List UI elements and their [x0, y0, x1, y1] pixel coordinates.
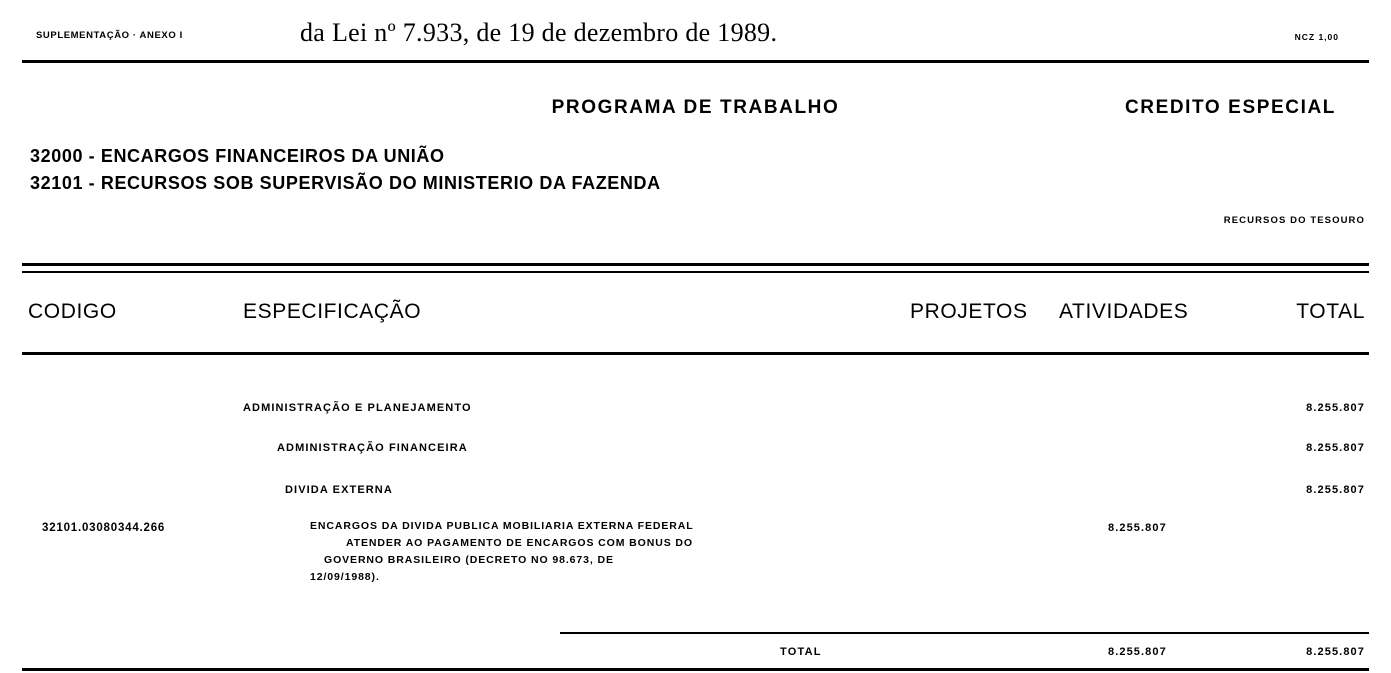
column-header-codigo: CODIGO: [28, 300, 117, 323]
org-unit-line-2: 32101 - RECURSOS SOB SUPERVISÃO DO MINISTERIO DA FAZENDA: [30, 173, 661, 193]
column-header-projetos: PROJETOS: [910, 300, 1028, 323]
table-row-total-3: 8.255.807: [1306, 484, 1365, 496]
divider-double-lower: [22, 271, 1369, 273]
header-currency-unit: NCZ 1,00: [1294, 32, 1339, 42]
entry-code: 32101.03080344.266: [42, 522, 166, 534]
entry-description-line-2: ATENDER AO PAGAMENTO DE ENCARGOS COM BONUS DO: [346, 537, 693, 549]
document-header: [30, 18, 1365, 52]
org-unit-line-1: 32000 - ENCARGOS FINANCEIROS DA UNIÃO: [30, 146, 445, 166]
header-anexo-label: SUPLEMENTAÇÃO · ANEXO I: [36, 30, 183, 41]
section-title-programa: PROGRAMA DE TRABALHO: [551, 97, 840, 118]
entry-projetos-value: 8.255.807: [1108, 522, 1167, 534]
footer-total-label: TOTAL: [780, 646, 822, 658]
divider-double-upper: [22, 263, 1369, 266]
column-header-atividades: ATIVIDADES: [1059, 300, 1189, 323]
header-law-title: da Lei nº 7.933, de 19 de dezembro de 1989.: [300, 18, 778, 47]
entry-description-line-1: ENCARGOS DA DIVIDA PUBLICA MOBILIARIA EXTERNA FEDERAL: [310, 520, 694, 532]
footer-total-projetos: 8.255.807: [1108, 646, 1167, 658]
table-row-spec-3: DIVIDA EXTERNA: [285, 484, 393, 496]
column-header-total: TOTAL: [1296, 300, 1365, 323]
divider-bottom: [22, 668, 1369, 671]
table-row-spec-1: ADMINISTRAÇÃO E PLANEJAMENTO: [243, 402, 472, 414]
table-row-total-2: 8.255.807: [1306, 442, 1365, 454]
table-row-spec-2: ADMINISTRAÇÃO FINANCEIRA: [277, 442, 468, 454]
entry-description-line-3: GOVERNO BRASILEIRO (DECRETO NO 98.673, DE: [324, 554, 614, 566]
funding-source-label: RECURSOS DO TESOURO: [1223, 215, 1365, 226]
column-header-especificacao: ESPECIFICAÇÃO: [243, 300, 422, 323]
divider-under-column-headers: [22, 352, 1369, 355]
entry-description-line-4: 12/09/1988).: [310, 571, 380, 583]
divider-top: [22, 60, 1369, 63]
entry-description: [310, 518, 870, 586]
divider-above-total: [560, 632, 1369, 634]
table-row-total-1: 8.255.807: [1306, 402, 1365, 414]
section-title-credito: CREDITO ESPECIAL: [1124, 97, 1336, 118]
footer-total-total: 8.255.807: [1306, 646, 1365, 658]
